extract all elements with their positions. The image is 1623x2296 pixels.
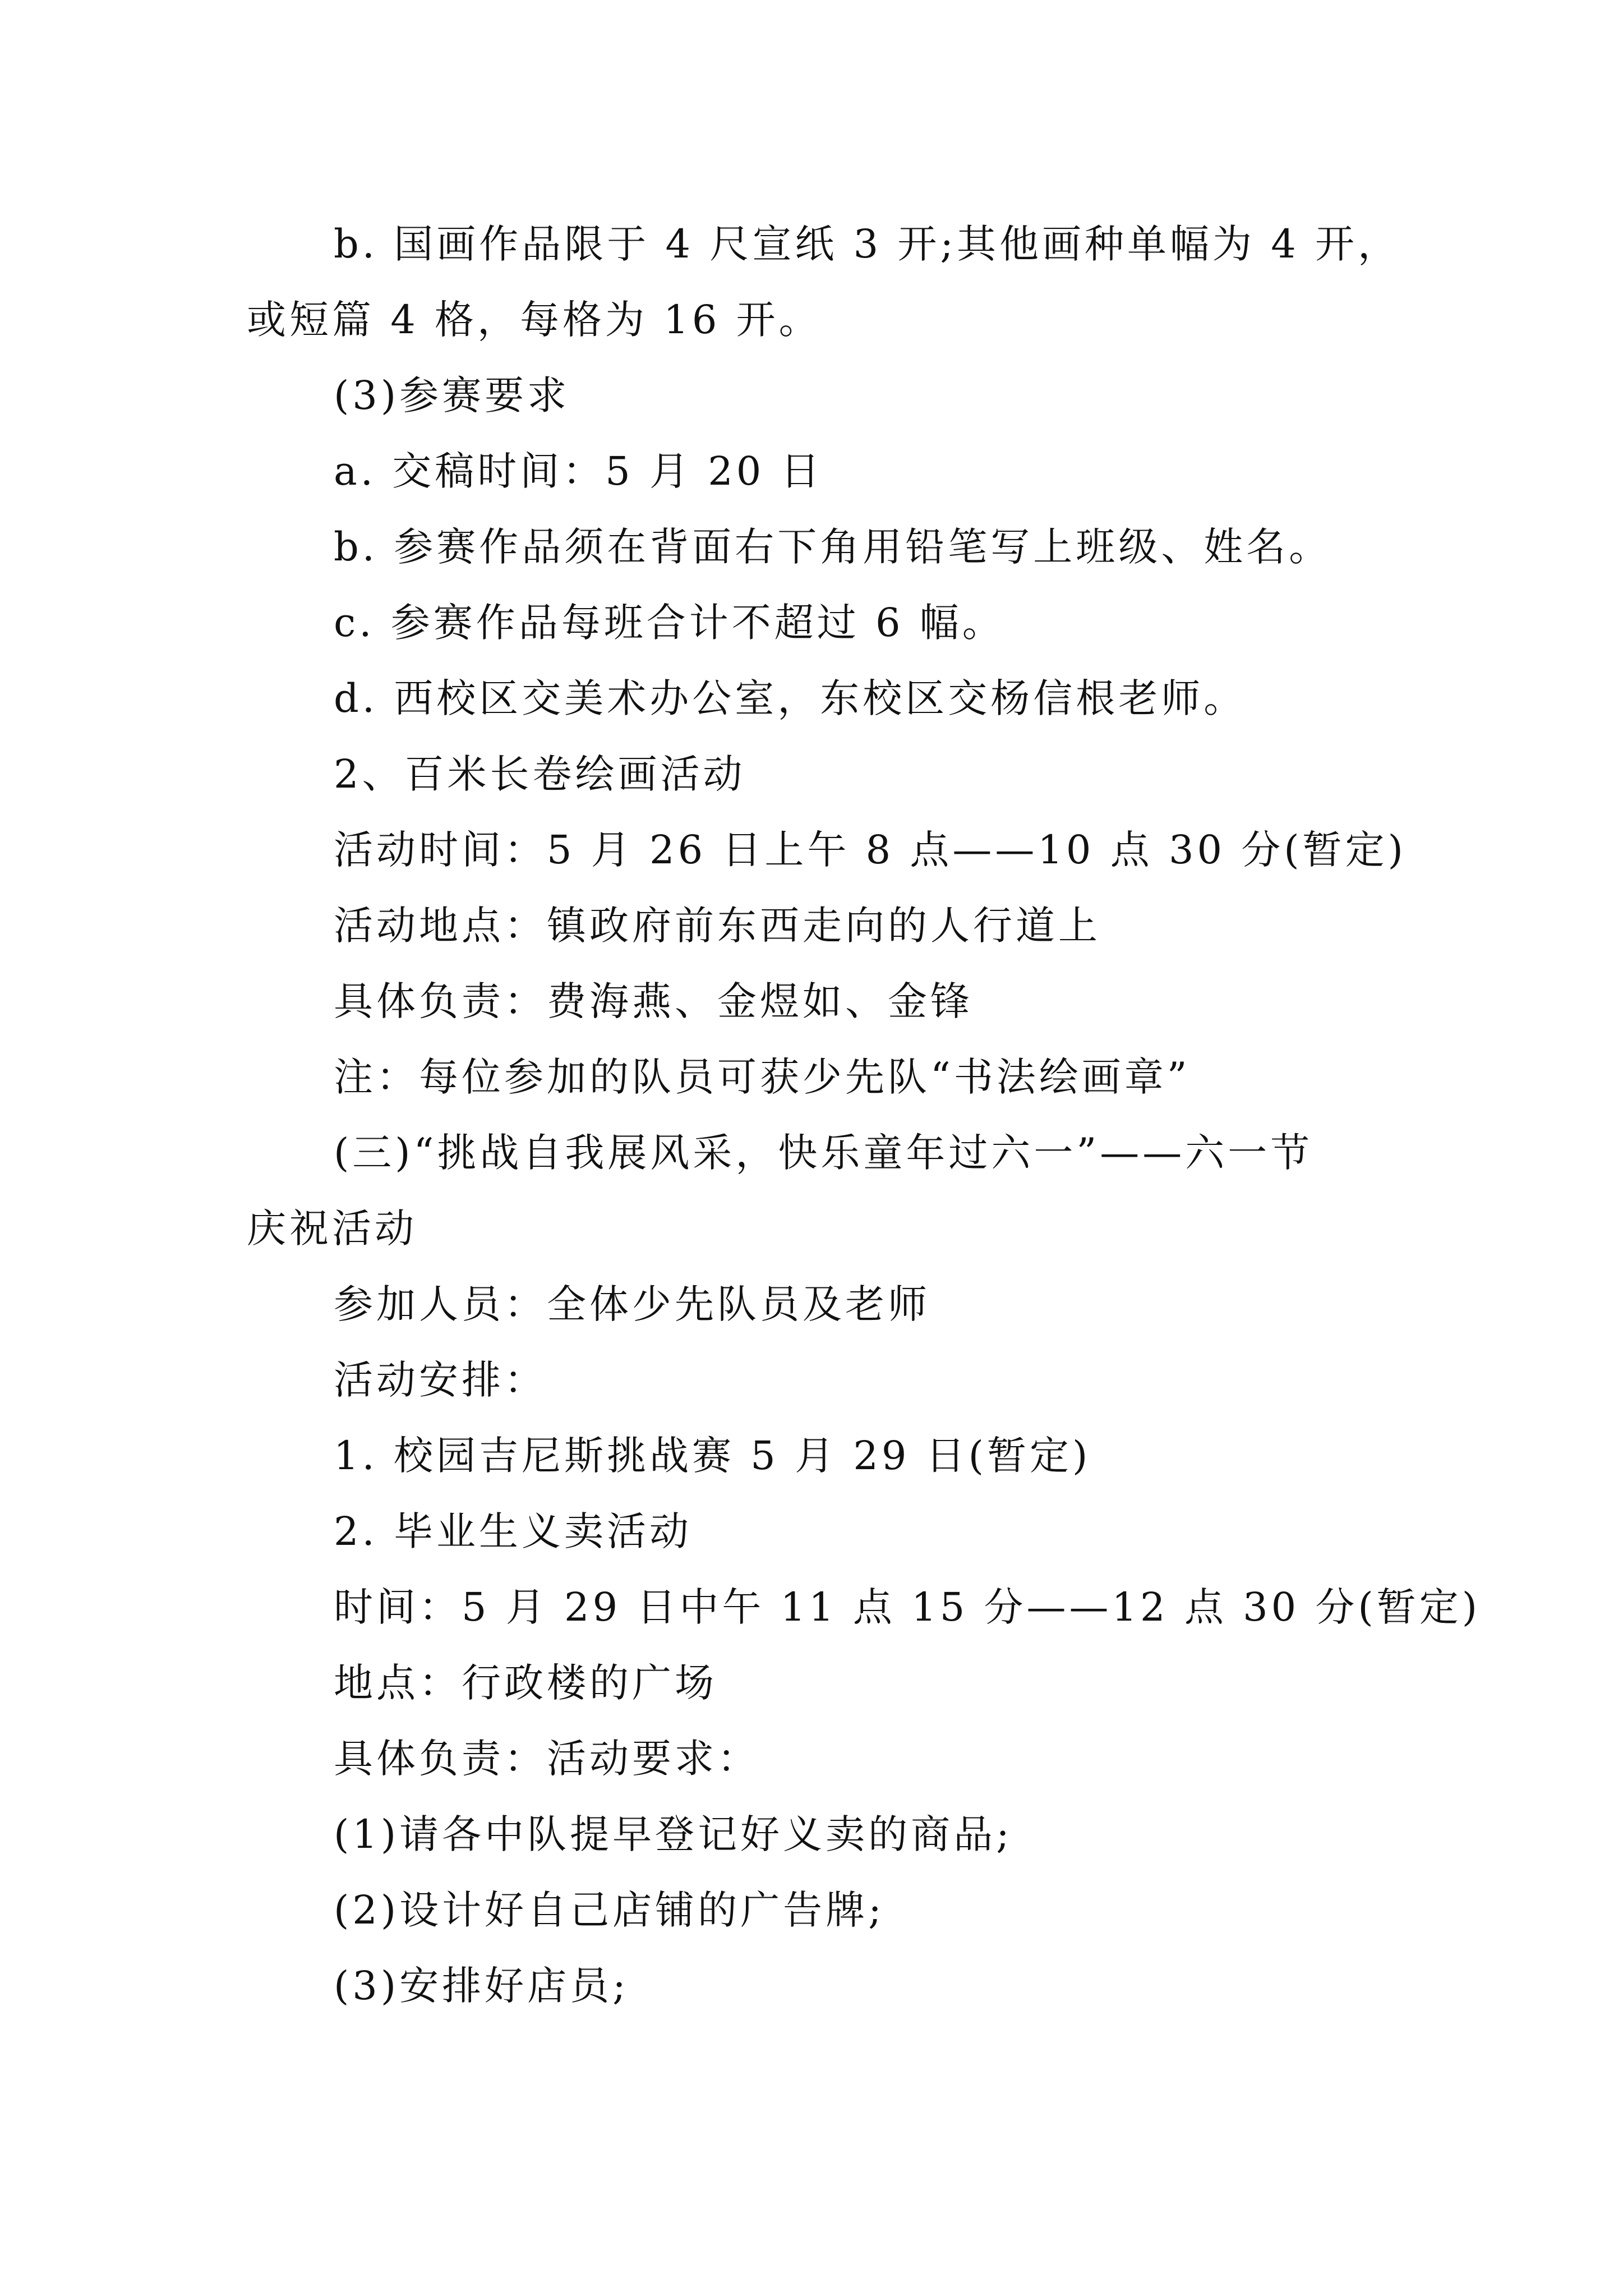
text-line-15: 参加人员：全体少先队员及老师 bbox=[334, 1281, 930, 1327]
text-line-24: (3)安排好店员; bbox=[334, 1963, 629, 2009]
text-line-23: (2)设计好自己店铺的广告牌; bbox=[334, 1887, 885, 1933]
text-line-19: 时间：5 月 29 日中午 11 点 15 分——12 点 30 分(暂定) bbox=[334, 1584, 1481, 1630]
text-line-18: 2. 毕业生义卖活动 bbox=[334, 1508, 693, 1554]
text-line-13: (三)“挑战自我展风采，快乐童年过六一”——六一节 bbox=[334, 1130, 1313, 1176]
text-line-17: 1. 校园吉尼斯挑战赛 5 月 29 日(暂定) bbox=[334, 1433, 1091, 1479]
text-line-4: a. 交稿时间：5 月 20 日 bbox=[334, 448, 823, 494]
text-line-7: d. 西校区交美术办公室，东校区交杨信根老师。 bbox=[334, 675, 1247, 721]
text-line-12: 注：每位参加的队员可获少先队“书法绘画章” bbox=[334, 1054, 1191, 1100]
text-line-14: 庆祝活动 bbox=[247, 1205, 417, 1251]
text-line-1: b. 国画作品限于 4 尺宣纸 3 开;其他画种单幅为 4 开， bbox=[334, 221, 1401, 267]
text-line-8: 2、百米长卷绘画活动 bbox=[334, 751, 746, 797]
text-line-16: 活动安排： bbox=[334, 1357, 547, 1403]
text-line-9: 活动时间：5 月 26 日上午 8 点——10 点 30 分(暂定) bbox=[334, 827, 1407, 873]
text-line-11: 具体负责：费海燕、金煜如、金锋 bbox=[334, 978, 973, 1024]
text-line-10: 活动地点：镇政府前东西走向的人行道上 bbox=[334, 903, 1101, 949]
text-line-22: (1)请各中队提早登记好义卖的商品; bbox=[334, 1811, 1013, 1857]
text-line-6: c. 参赛作品每班合计不超过 6 幅。 bbox=[334, 600, 1005, 646]
text-line-20: 地点：行政楼的广场 bbox=[334, 1660, 717, 1706]
text-line-5: b. 参赛作品须在背面右下角用铅笔写上班级、姓名。 bbox=[334, 524, 1332, 570]
text-line-3: (3)参赛要求 bbox=[334, 372, 570, 418]
text-line-21: 具体负责：活动要求： bbox=[334, 1736, 760, 1782]
text-line-2: 或短篇 4 格，每格为 16 开。 bbox=[247, 297, 822, 343]
